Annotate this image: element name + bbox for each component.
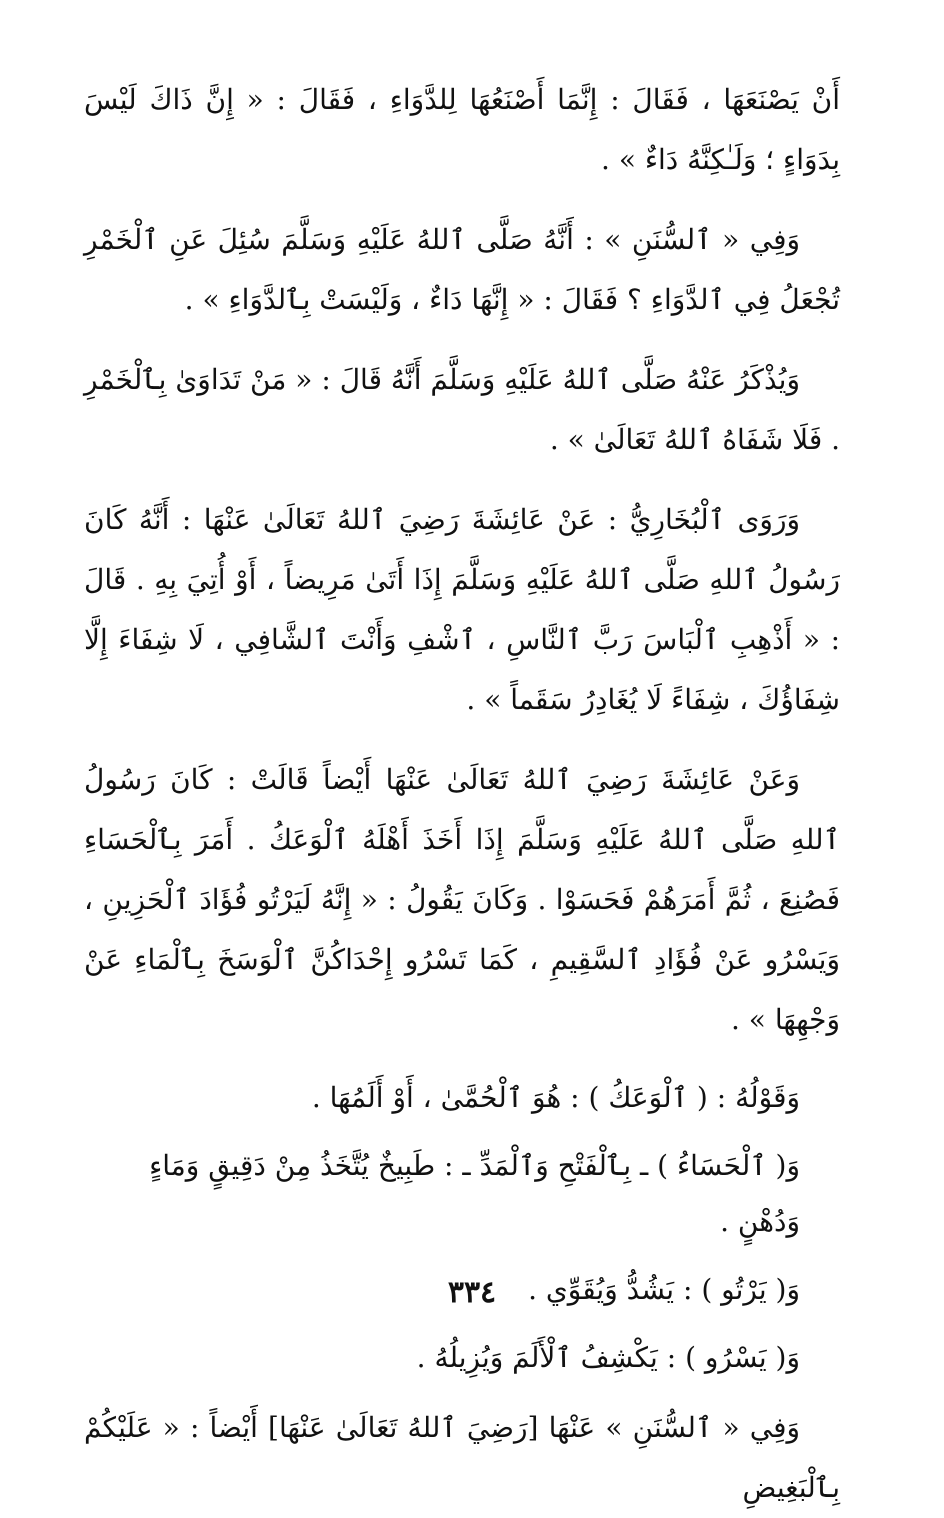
paragraph-1: أَنْ يَصْنَعَهَا ، فَقَالَ : إِنَّمَا أَصْنَعُهَا لِلدَّوَاءِ ، فَقَالَ : « إِنَّ ذَاكَ لَيْسَ بِدَوَاءٍ ؛ وَلَـٰكِنَّهُ دَاءٌ » . xyxy=(84,83,840,176)
paragraph-4: وَرَوَى ٱلْبُخَارِيُّ : عَنْ عَائِشَةَ رَضِيَ ٱللهُ تَعَالَىٰ عَنْهَا : أَنَّهُ كَانَ رَسُولُ ٱللهِ صَلَّى ٱللهُ عَلَيْهِ وَسَلَّمَ إِذَا أَتَىٰ مَرِيضاً ، أَوْ أُتِيَ بِهِ . قَالَ : « أَذْهِبِ ٱلْبَاسَ رَبَّ ٱلنَّاسِ ، ٱشْفِ وَأَنْتَ ٱلشَّافِي ، لَا شِفَاءَ إِلَّا شِفَاؤُكَ ، شِفَاءً لَا يُغَادِرُ سَقَماً » . xyxy=(84,503,840,716)
gloss-hasaa: وَ( ٱلْحَسَاءُ ) ـ بِٱلْفَتْحِ وَٱلْمَدِّ ـ : طَبِيخٌ يُتَّخَذُ مِنْ دَقِيقٍ وَمَاءٍ وَدُهْنٍ . xyxy=(149,1149,800,1238)
gloss-yartu: وَ( يَرْتُو ) : يَشُدُّ وَيُقَوِّي . xyxy=(528,1273,800,1306)
paragraph-2: وَفِي « ٱلسُّنَنِ » : أَنَّهُ صَلَّى ٱللهُ عَلَيْهِ وَسَلَّمَ سُئِلَ عَنِ ٱلْخَمْرِ تُجْعَلُ فِي ٱلدَّوَاءِ ؟ فَقَالَ : « إِنَّهَا دَاءٌ ، وَلَيْسَتْ بِٱلدَّوَاءِ » . xyxy=(84,223,840,316)
last-line: وَفِي « ٱلسُّنَنِ » عَنْهَا [رَضِيَ ٱللهُ تَعَالَىٰ عَنْهَا] أَيْضاً : « عَلَيْكُمْ بِٱلْبَغِيضِ xyxy=(84,1411,840,1504)
page-number: ٣٣٤ xyxy=(447,1275,497,1310)
paragraph-5: وَعَنْ عَائِشَةَ رَضِيَ ٱللهُ تَعَالَىٰ عَنْهَا أَيْضاً قَالَتْ : كَانَ رَسُولُ ٱللهِ صَلَّى ٱللهُ عَلَيْهِ وَسَلَّمَ إِذَا أَخَذَ أَهْلَهُ ٱلْوَعَكُ . أَمَرَ بِٱلْحَسَاءِ فَصُنِعَ ، ثُمَّ أَمَرَهُمْ فَحَسَوْا . وَكَانَ يَقُولُ : « إِنَّهُ لَيَرْتُو فُؤَادَ ٱلْحَزِينِ ، وَيَسْرُو عَنْ فُؤَادِ ٱلسَّقِيمِ ، كَمَا تَسْرُو إِحْدَاكُنَّ ٱلْوَسَخَ بِٱلْمَاءِ عَنْ وَجْهِهَا » . xyxy=(84,763,840,1036)
gloss-waak: وَقَوْلُهُ : ( ٱلْوَعَكُ ) : هُوَ ٱلْحُمَّىٰ ، أَوْ أَلَمُهَا . xyxy=(311,1081,800,1114)
paragraph-3: وَيُذْكَرُ عَنْهُ صَلَّى ٱللهُ عَلَيْهِ وَسَلَّمَ أَنَّهُ قَالَ : « مَنْ تَدَاوَىٰ بِٱلْخَمْرِ . فَلَا شَفَاهُ ٱللهُ تَعَالَىٰ » . xyxy=(84,363,840,456)
gloss-yasru: وَ( يَسْرُو ) : يَكْشِفُ ٱلْأَلَمَ وَيُزِيلُهُ . xyxy=(416,1341,800,1374)
